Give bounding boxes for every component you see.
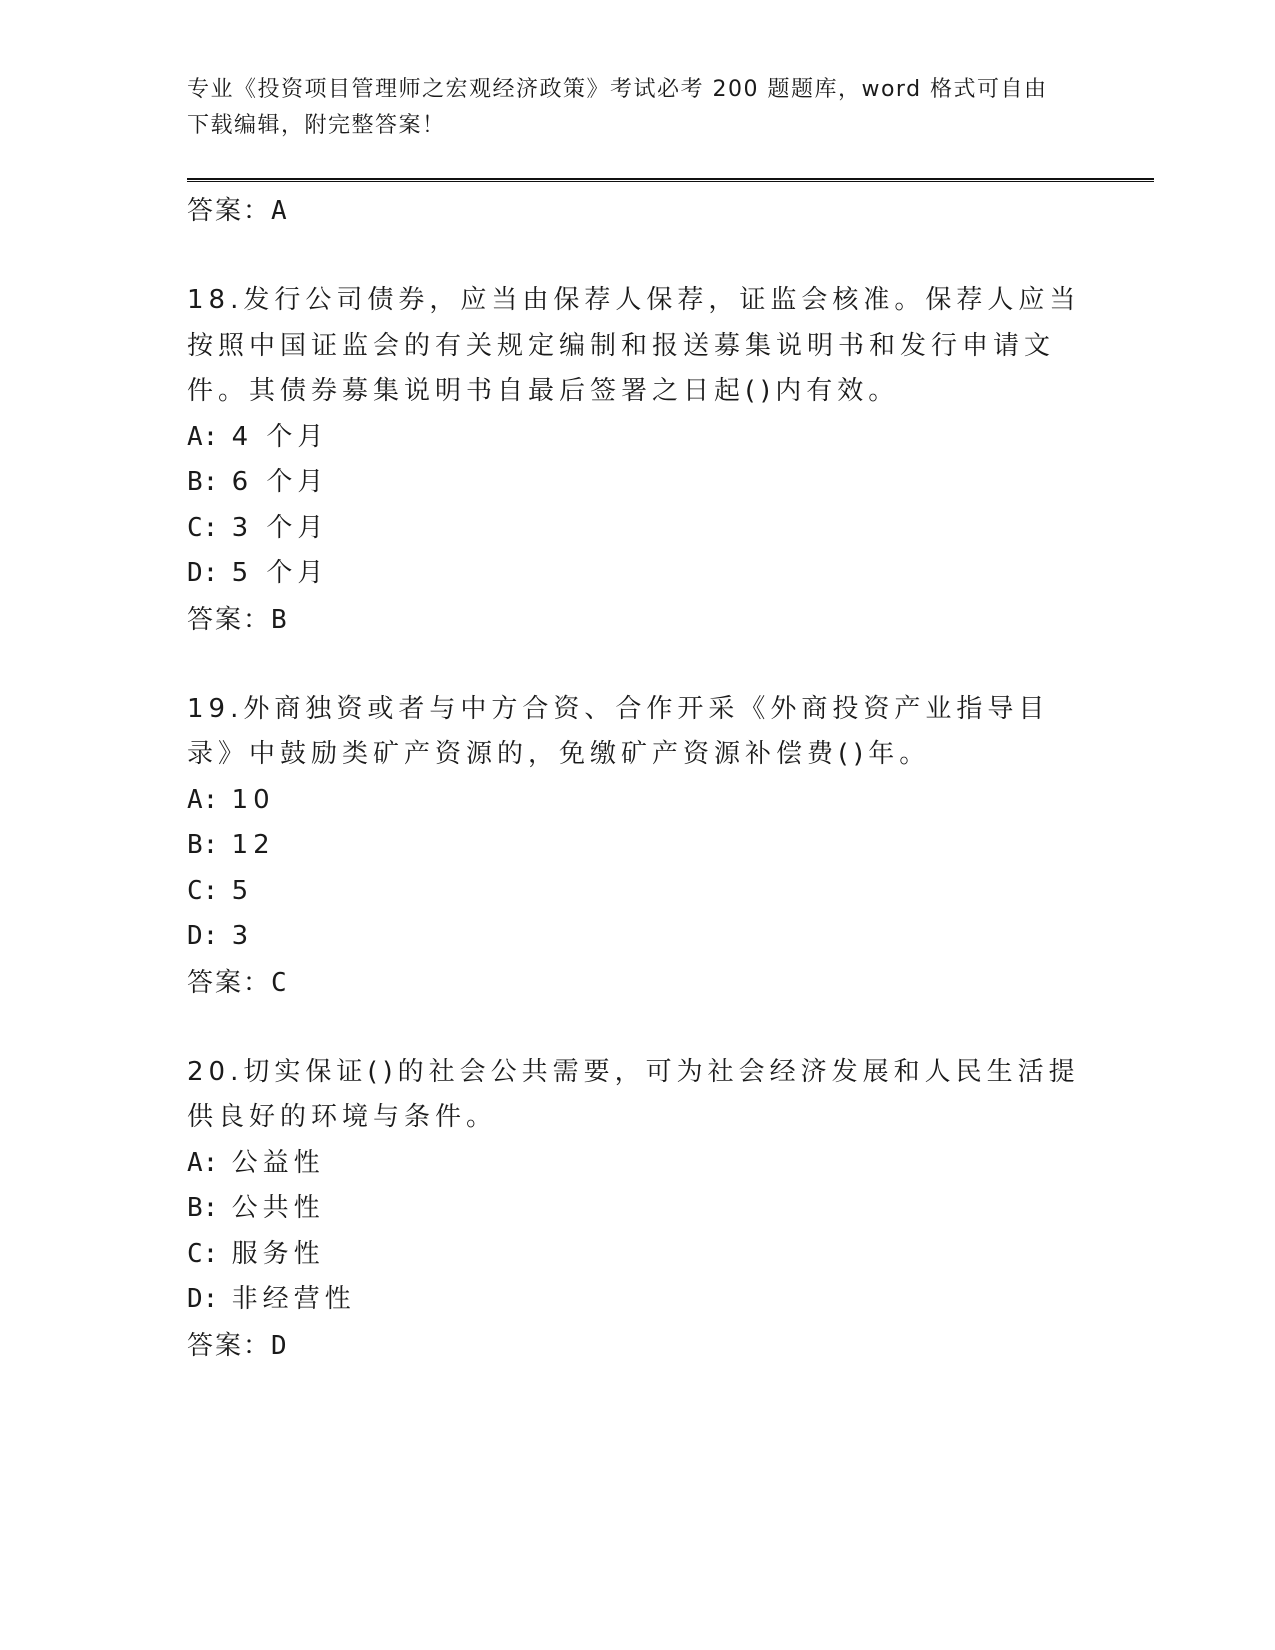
question-20 bbox=[187, 1050, 1087, 1369]
option-key: D: bbox=[187, 558, 219, 588]
question-answer bbox=[187, 960, 1087, 1006]
option-key: B: bbox=[187, 467, 219, 497]
option-text: 5 bbox=[231, 875, 254, 906]
option-a bbox=[187, 415, 1087, 461]
option-c bbox=[187, 1232, 1087, 1278]
answer-value: C bbox=[271, 967, 289, 998]
option-key: C: bbox=[187, 875, 219, 906]
option-key: C: bbox=[187, 1238, 219, 1269]
option-a bbox=[187, 1141, 1087, 1187]
answer-value: A bbox=[271, 196, 289, 226]
option-key: D: bbox=[187, 921, 219, 951]
question-stem: 20.切实保证()的社会公共需要，可为社会经济发展和人民生活提供良好的环境与条件。 bbox=[187, 1056, 1080, 1132]
previous-answer bbox=[187, 188, 1087, 234]
option-text: 12 bbox=[231, 830, 275, 860]
option-text: 服务性 bbox=[231, 1238, 325, 1269]
answer-value: B bbox=[271, 604, 289, 635]
header-line-1: 专业《投资项目管理师之宏观经济政策》考试必考 200 题题库，word 格式可自由 bbox=[187, 77, 1048, 102]
question-answer bbox=[187, 1323, 1087, 1369]
answer-label: 答案： bbox=[187, 967, 272, 998]
option-b bbox=[187, 460, 1087, 506]
option-key: A: bbox=[187, 421, 219, 452]
answer-label: 答案： bbox=[187, 1330, 272, 1361]
option-key: C: bbox=[187, 512, 219, 543]
option-key: B: bbox=[187, 830, 219, 860]
question-19 bbox=[187, 687, 1087, 1006]
option-text: 10 bbox=[231, 784, 275, 815]
document-body bbox=[187, 188, 1087, 1369]
option-key: D: bbox=[187, 1284, 219, 1314]
answer-value: D bbox=[271, 1330, 289, 1361]
question-18 bbox=[187, 278, 1087, 643]
question-answer bbox=[187, 597, 1087, 643]
option-key: B: bbox=[187, 1193, 219, 1223]
option-d bbox=[187, 914, 1087, 960]
option-d bbox=[187, 1277, 1087, 1323]
option-text: 6 个月 bbox=[231, 467, 329, 497]
document-header bbox=[187, 72, 1067, 144]
answer-label: 答案： bbox=[187, 604, 272, 635]
option-text: 5 个月 bbox=[231, 558, 329, 588]
option-text: 非经营性 bbox=[231, 1284, 356, 1314]
option-b bbox=[187, 1186, 1087, 1232]
option-c bbox=[187, 506, 1087, 552]
option-a bbox=[187, 778, 1087, 824]
option-b bbox=[187, 823, 1087, 869]
header-line-2: 下载编辑，附完整答案！ bbox=[187, 113, 446, 138]
question-stem: 18.发行公司债券，应当由保荐人保荐，证监会核准。保荐人应当按照中国证监会的有关规定编制和报送募集说明书和发行申请文件。其债券募集说明书自最后签署之日起()内有效。 bbox=[187, 285, 1081, 406]
option-text: 3 bbox=[231, 921, 254, 951]
option-text: 公共性 bbox=[231, 1193, 325, 1223]
option-c bbox=[187, 869, 1087, 915]
option-text: 4 个月 bbox=[231, 421, 329, 452]
option-text: 3 个月 bbox=[231, 512, 329, 543]
option-key: A: bbox=[187, 784, 219, 815]
answer-label: 答案： bbox=[187, 196, 272, 226]
header-divider bbox=[187, 178, 1154, 182]
question-stem: 19.外商独资或者与中方合资、合作开采《外商投资产业指导目录》中鼓励类矿产资源的，免缴矿产资源补偿费()年。 bbox=[187, 693, 1050, 769]
option-key: A: bbox=[187, 1147, 219, 1178]
option-text: 公益性 bbox=[231, 1147, 325, 1178]
option-d bbox=[187, 551, 1087, 597]
